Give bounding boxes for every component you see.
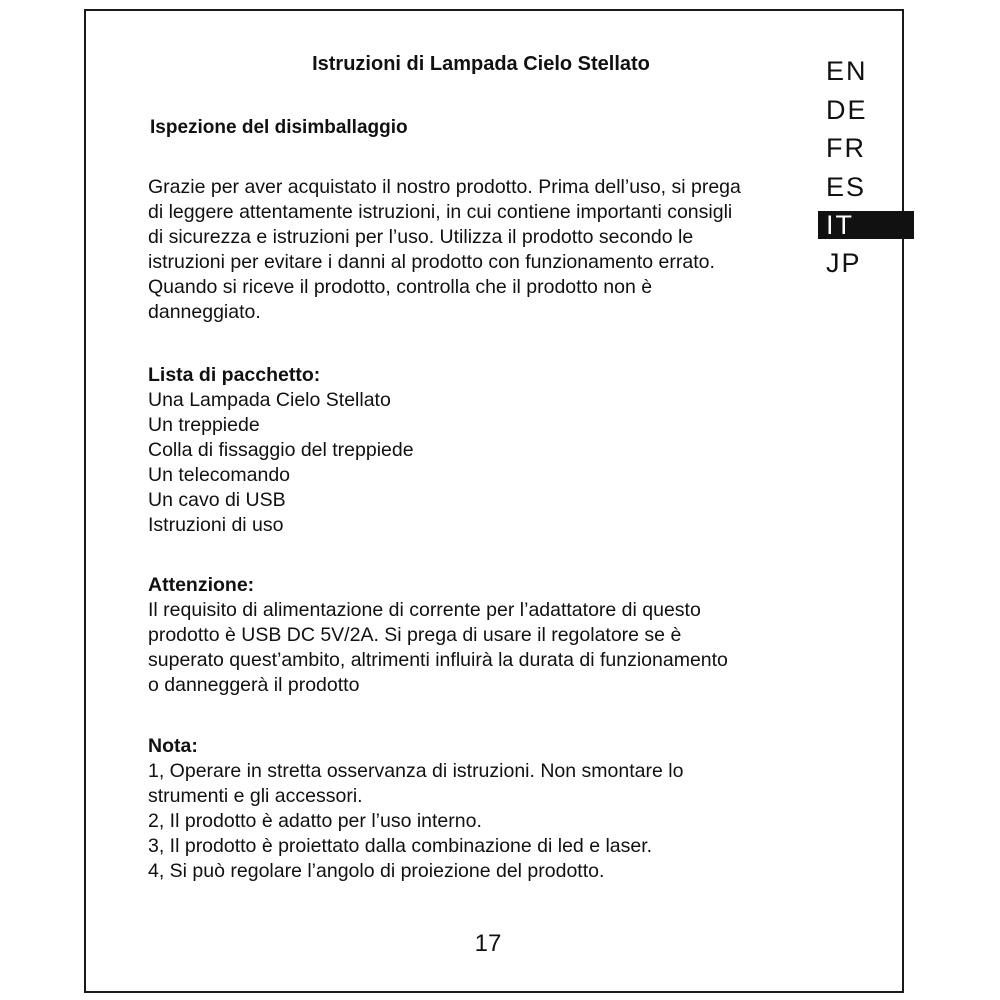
note-section xyxy=(148,734,828,884)
language-tab-it[interactable]: IT xyxy=(818,211,914,239)
paragraph-line: danneggiato. xyxy=(148,301,261,323)
attention-section xyxy=(148,573,828,698)
page-number xyxy=(0,930,1000,958)
note-line: 2, Il prodotto è adatto per l’uso interno. xyxy=(148,810,482,832)
paragraph-line: prodotto è USB DC 5V/2A. Si prega di usare il regolatore se è xyxy=(148,624,682,646)
list-item: Colla di fissaggio del treppiede xyxy=(148,439,414,461)
note-line: 1, Operare in stretta osservanza di istruzioni. Non smontare lo xyxy=(148,760,684,782)
paragraph-line: di sicurezza e istruzioni per l’uso. Utilizza il prodotto secondo le xyxy=(148,226,694,248)
note-line: 4, Si può regolare l’angolo di proiezione del prodotto. xyxy=(148,860,605,882)
language-tabs xyxy=(818,52,914,283)
list-item: Una Lampada Cielo Stellato xyxy=(148,389,391,411)
page-number-text: 17 xyxy=(474,930,502,957)
list-item: Un telecomando xyxy=(148,464,291,486)
paragraph-line: Grazie per aver acquistato il nostro prodotto. Prima dell’uso, si prega xyxy=(148,176,741,198)
paragraph-line: superato quest’ambito, altrimenti influirà la durata di funzionamento xyxy=(148,649,728,671)
list-item: Istruzioni di uso xyxy=(148,514,284,536)
paragraph-line: o danneggerà il prodotto xyxy=(148,674,360,696)
paragraph-line: Quando si riceve il prodotto, controlla che il prodotto non è xyxy=(148,276,653,298)
language-tab-de[interactable]: DE xyxy=(826,94,868,125)
attention-heading: Attenzione: xyxy=(148,574,255,596)
document-title-text: Istruzioni di Lampada Cielo Stellato xyxy=(312,53,650,75)
list-item: Un treppiede xyxy=(148,414,260,436)
paragraph-line: istruzioni per evitare i danni al prodotto con funzionamento errato. xyxy=(148,251,715,273)
language-tab-en[interactable]: EN xyxy=(826,56,868,86)
note-line: strumenti e gli accessori. xyxy=(148,785,363,807)
paragraph-line: di leggere attentamente istruzioni, in cui contiene importanti consigli xyxy=(148,201,733,223)
language-tab-jp[interactable]: JP xyxy=(826,248,862,278)
language-tab-es[interactable]: ES xyxy=(826,171,867,202)
language-tab-fr[interactable]: FR xyxy=(826,133,866,163)
note-line: 3, Il prodotto è proiettato dalla combinazione di led e laser. xyxy=(148,835,653,857)
package-list-heading: Lista di pacchetto: xyxy=(148,364,321,386)
package-list xyxy=(148,363,828,538)
note-heading: Nota: xyxy=(148,735,198,757)
unpacking-heading: Ispezione del disimballaggio xyxy=(150,117,408,138)
list-item: Un cavo di USB xyxy=(148,489,286,511)
paragraph-line: Il requisito di alimentazione di corrente per l’adattatore di questo xyxy=(148,599,701,621)
unpacking-paragraph xyxy=(148,175,828,325)
